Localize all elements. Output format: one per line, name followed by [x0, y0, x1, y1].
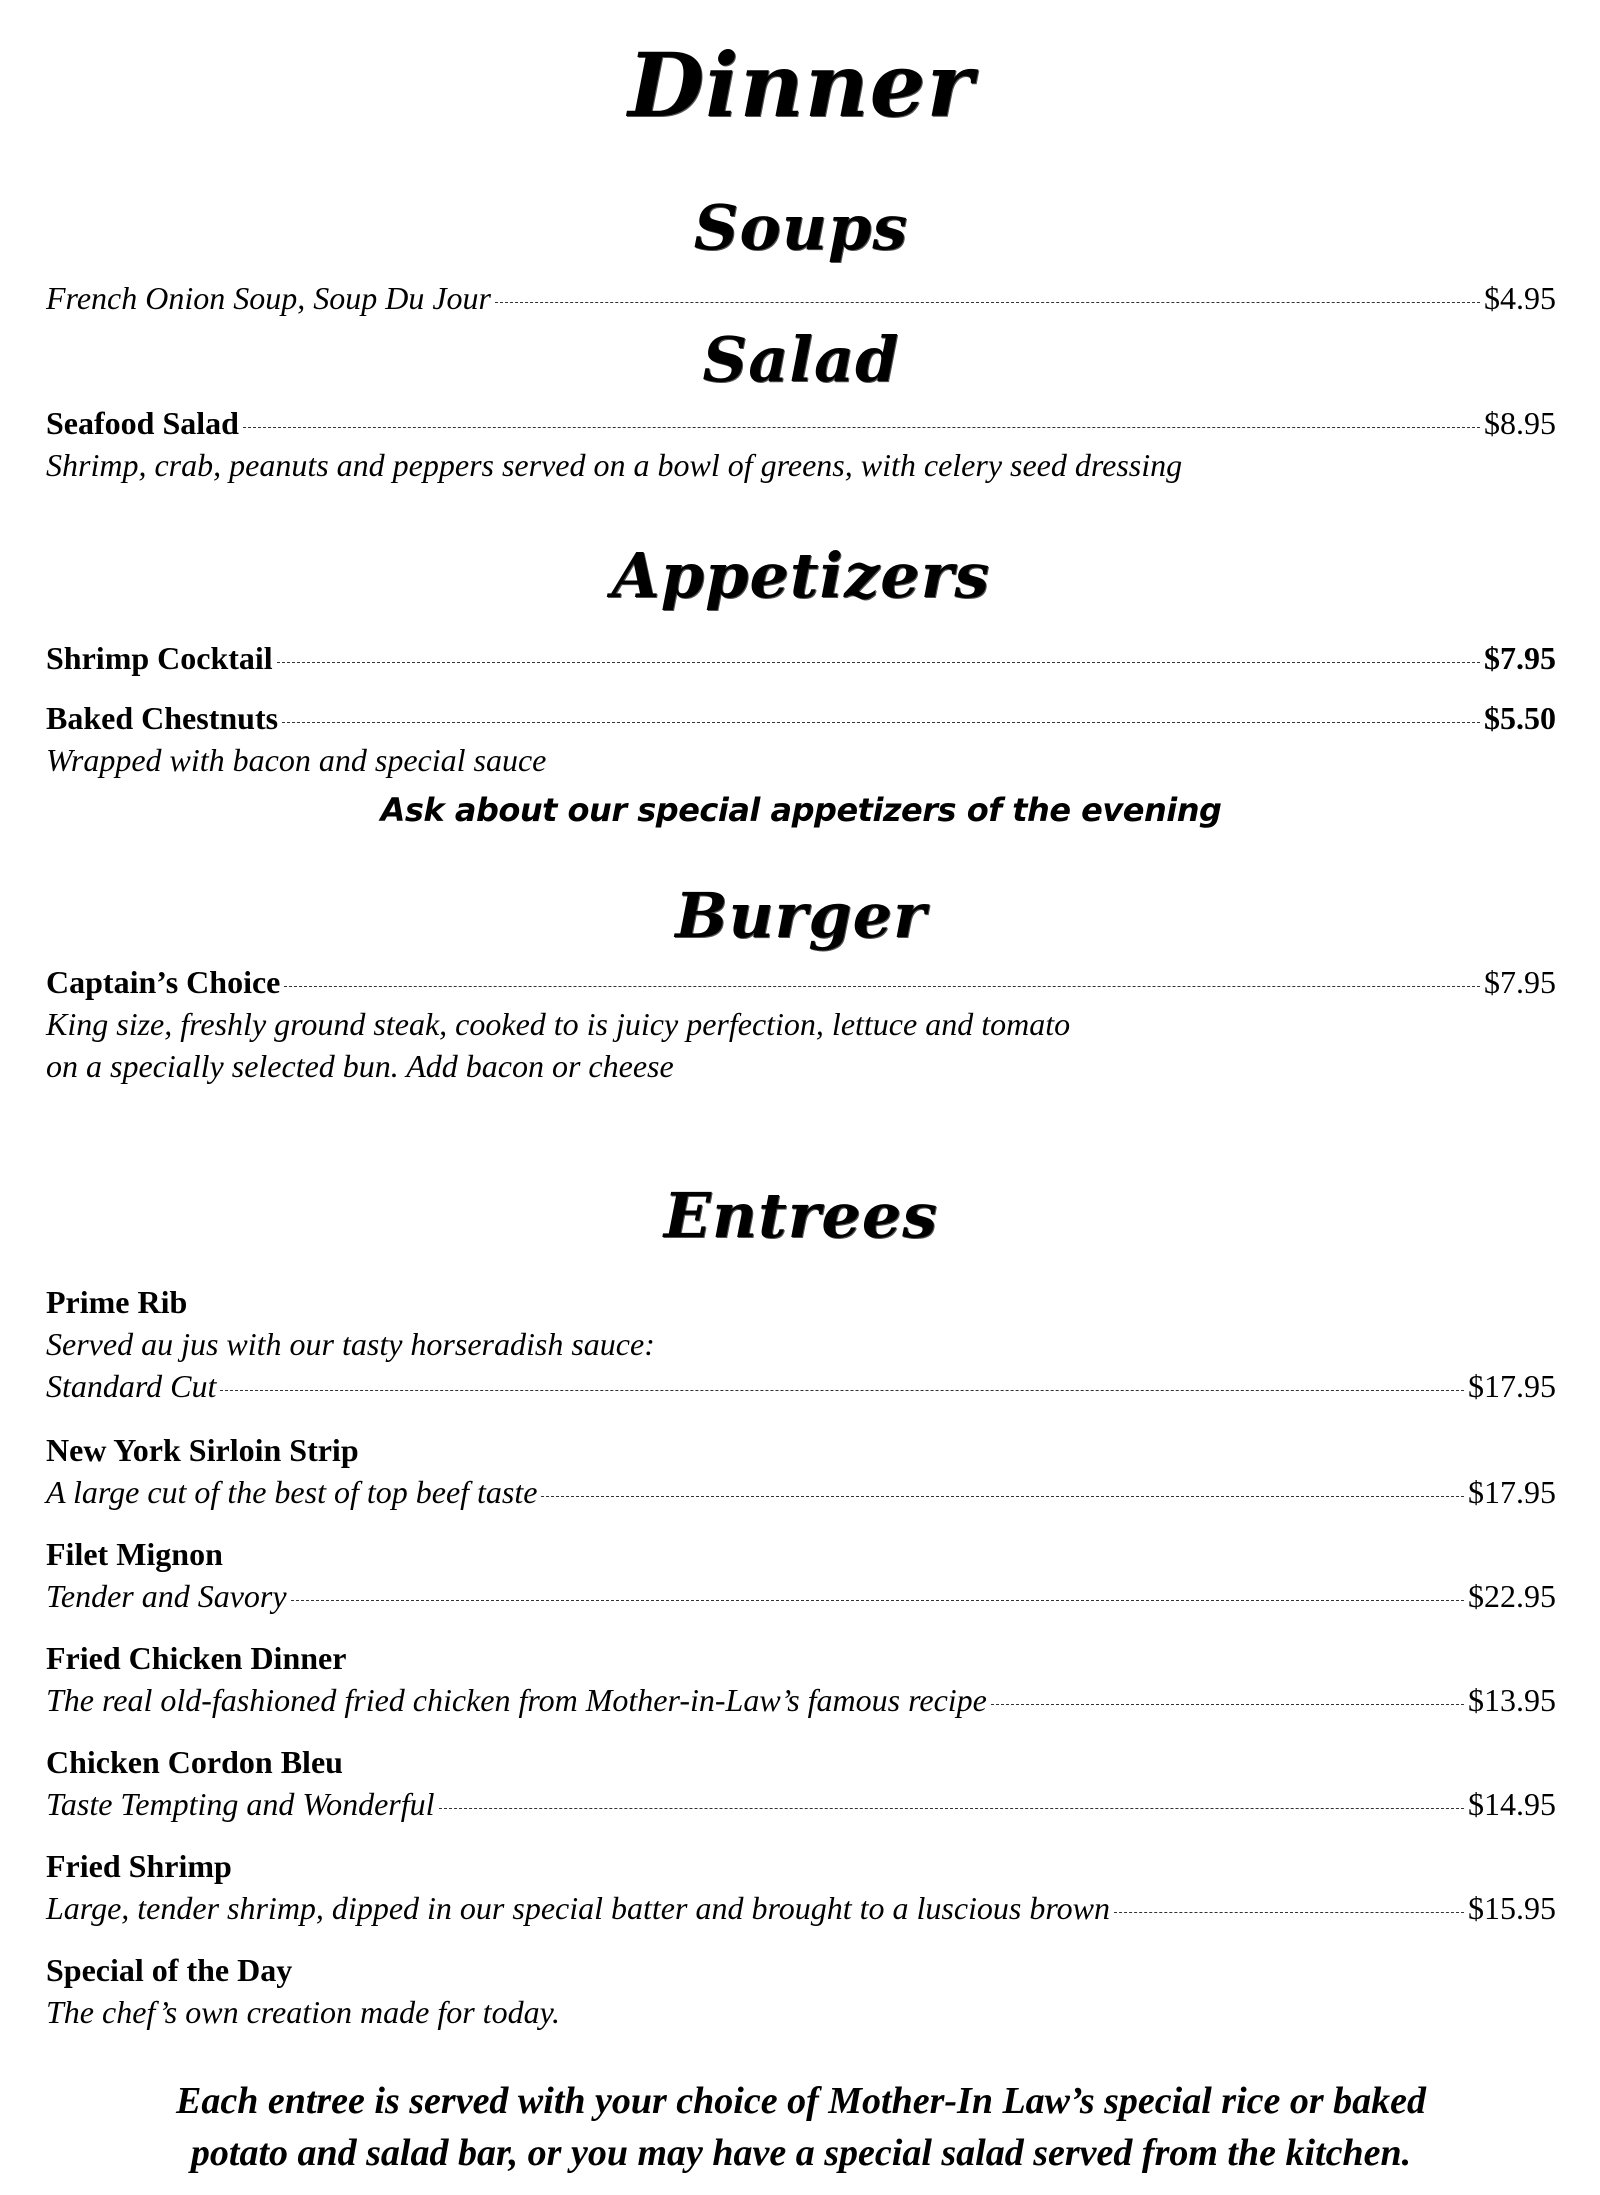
- item-description-line-1: King size, freshly ground steak, cooked to is juicy perfection, lettuce and tomato: [46, 1006, 1071, 1042]
- item-price: $5.50: [1484, 700, 1556, 736]
- entree-name-chicken-cordon-bleu: Chicken Cordon Bleu: [46, 1744, 343, 1780]
- entree-intro-prime-rib: Served au jus with our tasty horseradish sauce:: [46, 1326, 655, 1362]
- item-description: The real old-fashioned fried chicken from Mother-in-Law’s famous recipe: [46, 1682, 987, 1718]
- item-name: Shrimp Cocktail: [46, 640, 273, 676]
- menu-item-shrimp-cocktail: [46, 638, 1556, 678]
- entree-name-prime-rib: Prime Rib: [46, 1284, 188, 1320]
- item-price: $4.95: [1484, 280, 1556, 316]
- salad-heading: Salad: [702, 323, 900, 396]
- dot-leader: [220, 1390, 1464, 1391]
- item-description: Tender and Savory: [46, 1578, 287, 1614]
- menu-item-seafood-salad: [46, 403, 1556, 443]
- menu-item-new-york-sirloin: [46, 1472, 1556, 1512]
- item-description: Standard Cut: [46, 1368, 217, 1404]
- menu-item-filet-mignon: [46, 1576, 1556, 1616]
- item-name: Seafood Salad: [46, 405, 239, 441]
- item-price: $13.95: [1468, 1682, 1556, 1718]
- entree-name-special-of-the-day: Special of the Day: [46, 1952, 293, 1988]
- dot-leader: [284, 986, 1480, 987]
- item-description: A large cut of the best of top beef taste: [46, 1474, 538, 1510]
- menu-item-fried-chicken: [46, 1680, 1556, 1720]
- item-description: Large, tender shrimp, dipped in our special batter and brought to a luscious brown: [46, 1890, 1110, 1926]
- item-name: Baked Chestnuts: [46, 700, 279, 736]
- footer-note-line-2: potato and salad bar, or you may have a special salad served from the kitchen.: [190, 2132, 1412, 2174]
- soups-heading: Soups: [693, 191, 909, 264]
- menu-item-prime-rib-standard-cut: [46, 1366, 1556, 1406]
- page-title: Dinner: [627, 33, 975, 137]
- entree-name-fried-shrimp: Fried Shrimp: [46, 1848, 232, 1884]
- item-description: Shrimp, crab, peanuts and peppers served on a bowl of greens, with celery seed dressing: [46, 447, 1183, 483]
- item-price: $14.95: [1468, 1786, 1556, 1822]
- item-price: $15.95: [1468, 1890, 1556, 1926]
- menu-item-french-onion-soup: [46, 278, 1556, 318]
- entree-name-new-york-sirloin: New York Sirloin Strip: [46, 1432, 359, 1468]
- entree-name-filet-mignon: Filet Mignon: [46, 1536, 223, 1572]
- item-name: French Onion Soup, Soup Du Jour: [46, 280, 491, 316]
- item-price: $8.95: [1484, 405, 1556, 441]
- entrees-heading: Entrees: [663, 1179, 939, 1252]
- item-price: $17.95: [1468, 1474, 1556, 1510]
- item-description: Taste Tempting and Wonderful: [46, 1786, 435, 1822]
- appetizers-heading: Appetizers: [611, 539, 991, 612]
- dot-leader: [277, 662, 1480, 663]
- footer-note-line-1: Each entree is served with your choice of Mother-In Law’s special rice or baked: [175, 2080, 1427, 2122]
- dot-leader: [541, 1496, 1464, 1497]
- appetizers-note: Ask about our special appetizers of the evening: [380, 791, 1222, 829]
- item-description: Wrapped with bacon and special sauce: [46, 742, 547, 778]
- dot-leader: [282, 722, 1480, 723]
- dot-leader: [243, 427, 1480, 428]
- dot-leader: [439, 1808, 1464, 1809]
- menu-page: [46, 0, 1556, 2195]
- item-description-line-2: on a specially selected bun. Add bacon or cheese: [46, 1048, 674, 1084]
- item-price: $7.95: [1484, 964, 1556, 1000]
- dot-leader: [991, 1704, 1464, 1705]
- entree-name-fried-chicken: Fried Chicken Dinner: [46, 1640, 347, 1676]
- dot-leader: [495, 302, 1480, 303]
- item-price: $17.95: [1468, 1368, 1556, 1404]
- burger-heading: Burger: [675, 879, 927, 952]
- menu-item-fried-shrimp: [46, 1888, 1556, 1928]
- menu-item-captains-choice: [46, 962, 1556, 1002]
- item-name: Captain’s Choice: [46, 964, 281, 1000]
- item-price: $7.95: [1484, 640, 1556, 676]
- item-price: $22.95: [1468, 1578, 1556, 1614]
- dot-leader: [1114, 1912, 1464, 1913]
- menu-item-chicken-cordon-bleu: [46, 1784, 1556, 1824]
- menu-item-baked-chestnuts: [46, 698, 1556, 738]
- item-description: The chef’s own creation made for today.: [46, 1994, 560, 2030]
- dot-leader: [291, 1600, 1464, 1601]
